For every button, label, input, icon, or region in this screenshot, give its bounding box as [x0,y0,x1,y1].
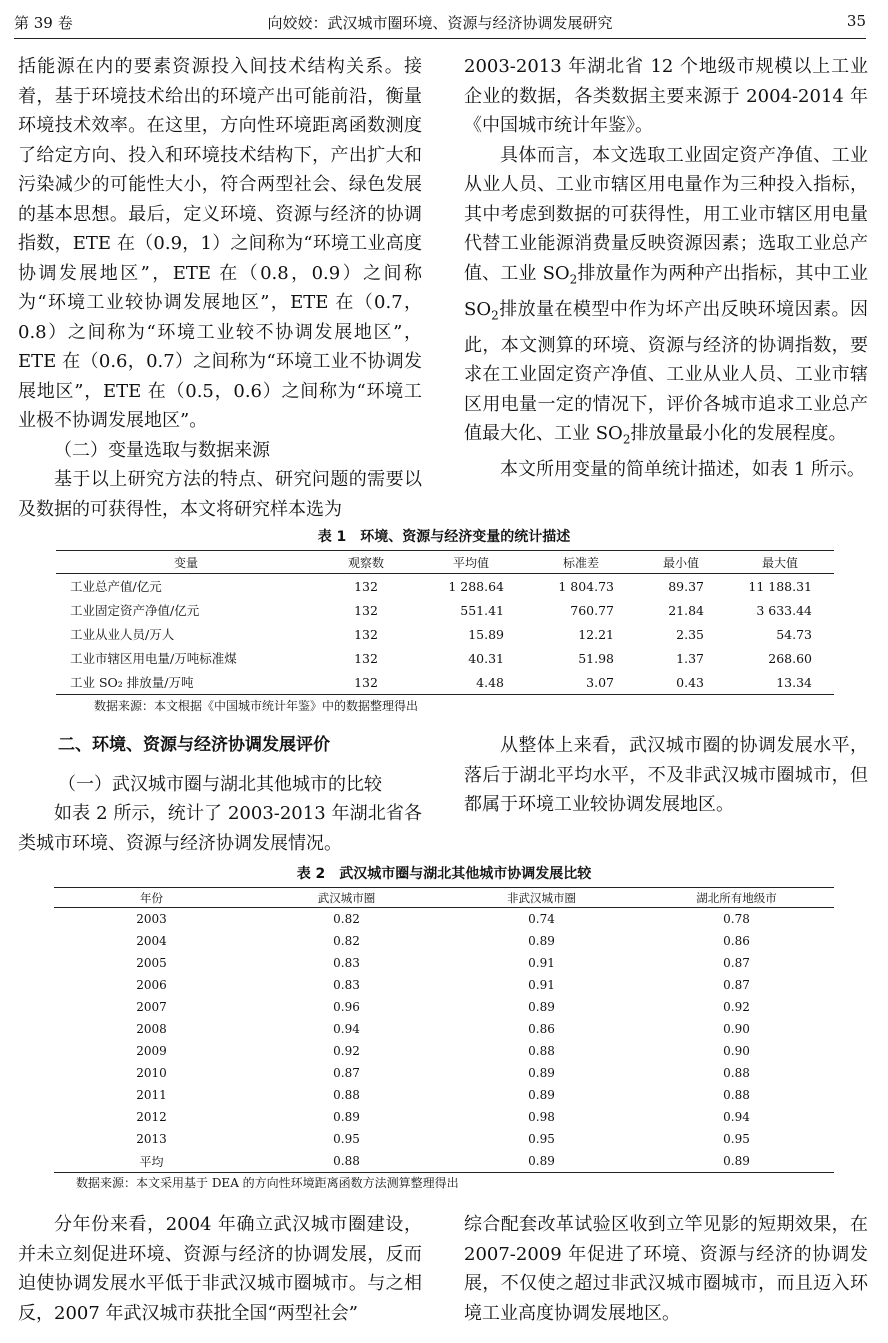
table-header: 最小值 [636,551,726,574]
table-cell: 0.96 [333,1000,360,1014]
table2-title: 表 2 武汉城市圈与湖北其他城市协调发展比较 [296,866,592,882]
year-cell: 2004 [136,934,167,948]
table-row [54,1150,834,1173]
table-row [56,670,834,695]
table-cell: 13.34 [776,674,812,690]
right-paragraph: 从整体上来看，武汉城市圈的协调发展水平，落后于湖北平均水平，不及非武汉城市圈城市，但都属于环境工业较协调发展地区。 [464,735,868,815]
table-row [54,1018,834,1040]
table-row [56,574,834,599]
table-cell: 0.87 [723,978,750,992]
table-row [54,930,834,952]
table-header: 标准差 [526,551,636,574]
table-cell: 0.82 [333,912,360,926]
table-cell: 2.35 [676,626,704,642]
table-cell: 40.31 [468,650,504,666]
table-cell: 51.98 [578,650,614,666]
variable-name-cell: 工业总产值/亿元 [70,579,162,594]
year-cell: 2010 [136,1066,167,1080]
table-cell: 0.88 [528,1044,555,1058]
table-cell: 0.89 [528,1154,555,1168]
table-cell: 4.48 [476,674,504,690]
table-cell: 1 804.73 [558,578,614,594]
table-cell: 0.92 [723,1000,750,1014]
paragraph: 基于以上研究方法的特点、研究问题的需要以及数据的可获得性，本文将研究样本选为 [18,469,422,520]
year-cell: 2009 [136,1044,167,1058]
table-row [54,1106,834,1128]
paragraph: 具体而言，本文选取工业固定资产净值、工业从业人员、工业市辖区用电量作为三种投入指标，其中考虑到数据的可获得性，用工业市辖区用电量代替工业能源消费量反映资源因素；选取工业总产值、工业 $SO_2$排放量作为两种产出指标，其中工业 $SO_2$排放量在模型中作为坏产出反映环境因素。因此，本文测算的环境、资源与经济的协调指数，要求在工业固定资产净值、工业从业人员、工业市辖区用电量一定的情况下，评价各城市追求工业总产值最大化、工业 $SO_2$排放量最小化的发展程度。 [464,144,868,447]
table-cell: 0.95 [333,1132,360,1146]
table-cell: 132 [354,650,378,666]
paragraph: 本文所用变量的简单统计描述，如表 1 所示。 [500,459,865,481]
table-cell: 0.98 [528,1110,555,1124]
table-cell: 0.88 [723,1088,750,1102]
table-cell: 0.88 [723,1066,750,1080]
table-cell: 0.91 [528,956,555,970]
table-cell: 760.77 [570,602,614,618]
table-row [54,1040,834,1062]
right-column-top [464,52,868,485]
table-cell: 0.88 [333,1088,360,1102]
year-cell: 2003 [136,912,167,926]
paragraph: 括能源在内的要素资源投入间技术结构关系。接着，基于环境技术给出的环境产出可能前沿，衡量环境技术效率。在这里，方向性环境距离函数测度了给定方向、投入和环境技术结构下，产出扩大和污染减少的可能性大小，符合两型社会、绿色发展的基本思想。最后，定义环境、资源与经济的协调指数，ETE 在（0.9，1）之间称为“环境工业高度协调发展地区”，ETE 在（0.8，0.9）之间称为“环境工业较协调发展地区”，ETE 在（0.7，0.8）之间称为“环境工业较不协调发展地区”，ETE 在（0.6，0.7）之间称为“环境工业不协调发展地区”，ETE 在（0.5，0.6）之间称为“环境工业极不协调发展地区”。 [18,56,422,431]
bottom-right-paragraph: 综合配套改革试验区收到立竿见影的短期效果，在 2007-2009 年促进了环境、资源与经济的协调发展，不仅使之超过非武汉城市圈城市，而且迈入环境工业高度协调发展地区。 [464,1214,868,1324]
subheading: （二）变量选取与数据来源 [54,439,270,461]
table-cell: 3 633.44 [756,602,812,618]
table-cell: 132 [354,626,378,642]
table2 [54,887,834,1173]
table-cell: 0.86 [723,934,750,948]
table-cell: 3.07 [586,674,614,690]
year-cell: 2013 [136,1132,167,1146]
table-row [54,908,834,931]
table-cell: 0.89 [333,1110,360,1124]
table-header: 湖北所有地级市 [639,888,834,908]
table-row [54,974,834,996]
table1-note: 数据来源：本文根据《中国城市统计年鉴》中的数据整理得出 [94,699,419,713]
table-cell: 0.78 [723,912,750,926]
table-header: 最大值 [726,551,834,574]
left-column-top [18,52,422,524]
table-cell: 132 [354,602,378,618]
variable-name-cell: 工业市辖区用电量/万吨标准煤 [70,651,237,666]
table-cell: 15.89 [468,626,504,642]
left-paragraph: 如表 2 所示，统计了 2003-2013 年湖北省各类城市环境、资源与经济协调发展情况。 [18,803,422,854]
year-cell: 2011 [136,1088,167,1102]
variable-name-cell: 工业固定资产净值/亿元 [70,603,200,618]
table-cell: 12.21 [578,626,614,642]
table-cell: 0.94 [333,1022,360,1036]
table-cell: 0.87 [723,956,750,970]
table-header: 年份 [54,888,249,908]
paragraph: 2003-2013 年湖北省 12 个地级市规模以上工业企业的数据，各类数据主要来源于 2004-2014 年《中国城市统计年鉴》。 [464,56,868,136]
table-cell: 0.89 [528,1000,555,1014]
table-row [54,996,834,1018]
table-row [56,598,834,622]
year-cell: 平均 [139,1154,164,1169]
header-rule [14,38,866,39]
table-cell: 0.95 [723,1132,750,1146]
table-row [54,1084,834,1106]
table-row [56,622,834,646]
table-cell: 0.89 [528,934,555,948]
running-title: 向姣姣：武汉城市圈环境、资源与经济协调发展研究 [267,14,613,32]
year-cell: 2012 [136,1110,167,1124]
variable-name-cell: 工业 SO₂ 排放量/万吨 [70,675,194,690]
table-cell: 21.84 [668,602,704,618]
table2-body [54,908,834,1173]
table-cell: 0.87 [333,1066,360,1080]
table-cell: 11 188.31 [748,578,812,594]
table-header: 变量 [56,551,316,574]
table-cell: 0.94 [723,1110,750,1124]
table2-note: 数据来源：本文采用基于 DEA 的方向性环境距离函数方法测算整理得出 [76,1176,459,1190]
table-cell: 0.91 [528,978,555,992]
table1 [56,550,834,695]
table-cell: 0.88 [333,1154,360,1168]
year-cell: 2006 [136,978,167,992]
table-row [54,1128,834,1150]
table-cell: 132 [354,674,378,690]
table-row [54,952,834,974]
bottom-left-paragraph: 分年份来看，2004 年确立武汉城市圈建设，并未立刻促进环境、资源与经济的协调发展，反而迫使协调发展水平低于非武汉城市圈城市。与之相反，2007 年武汉城市获批全国“两型社会” [18,1214,422,1324]
table-cell: 268.60 [768,650,812,666]
table-cell: 0.89 [528,1066,555,1080]
table-cell: 0.83 [333,978,360,992]
year-cell: 2005 [136,956,167,970]
table-cell: 0.89 [528,1088,555,1102]
table-cell: 132 [354,578,378,594]
table1-title: 表 1 环境、资源与经济变量的统计描述 [317,529,571,545]
table-cell: 0.43 [676,674,704,690]
table-header: 武汉城市圈 [249,888,444,908]
volume-label: 第 39 卷 [14,14,73,32]
running-header [14,8,866,34]
table-row [56,646,834,670]
table-cell: 0.89 [723,1154,750,1168]
table-header: 平均值 [416,551,526,574]
table-row [54,1062,834,1084]
table1-body [56,574,834,695]
variable-name-cell: 工业从业人员/万人 [70,627,175,642]
table-cell: 0.82 [333,934,360,948]
subheading: （一）武汉城市圈与湖北其他城市的比较 [58,774,382,795]
year-cell: 2007 [136,1000,167,1014]
table-cell: 0.90 [723,1044,750,1058]
page-number: 35 [846,12,866,30]
table-cell: 1 288.64 [448,578,504,594]
table-cell: 1.37 [676,650,704,666]
table-cell: 89.37 [668,578,704,594]
table-cell: 0.86 [528,1022,555,1036]
table-cell: 0.95 [528,1132,555,1146]
table-header: 非武汉城市圈 [444,888,639,908]
table-header: 观察数 [316,551,416,574]
year-cell: 2008 [136,1022,167,1036]
table-cell: 0.90 [723,1022,750,1036]
table-cell: 551.41 [460,602,504,618]
table-cell: 0.83 [333,956,360,970]
table-cell: 0.74 [528,912,555,926]
table-cell: 0.92 [333,1044,360,1058]
section-heading: 二、环境、资源与经济协调发展评价 [58,735,330,755]
table-cell: 54.73 [776,626,812,642]
